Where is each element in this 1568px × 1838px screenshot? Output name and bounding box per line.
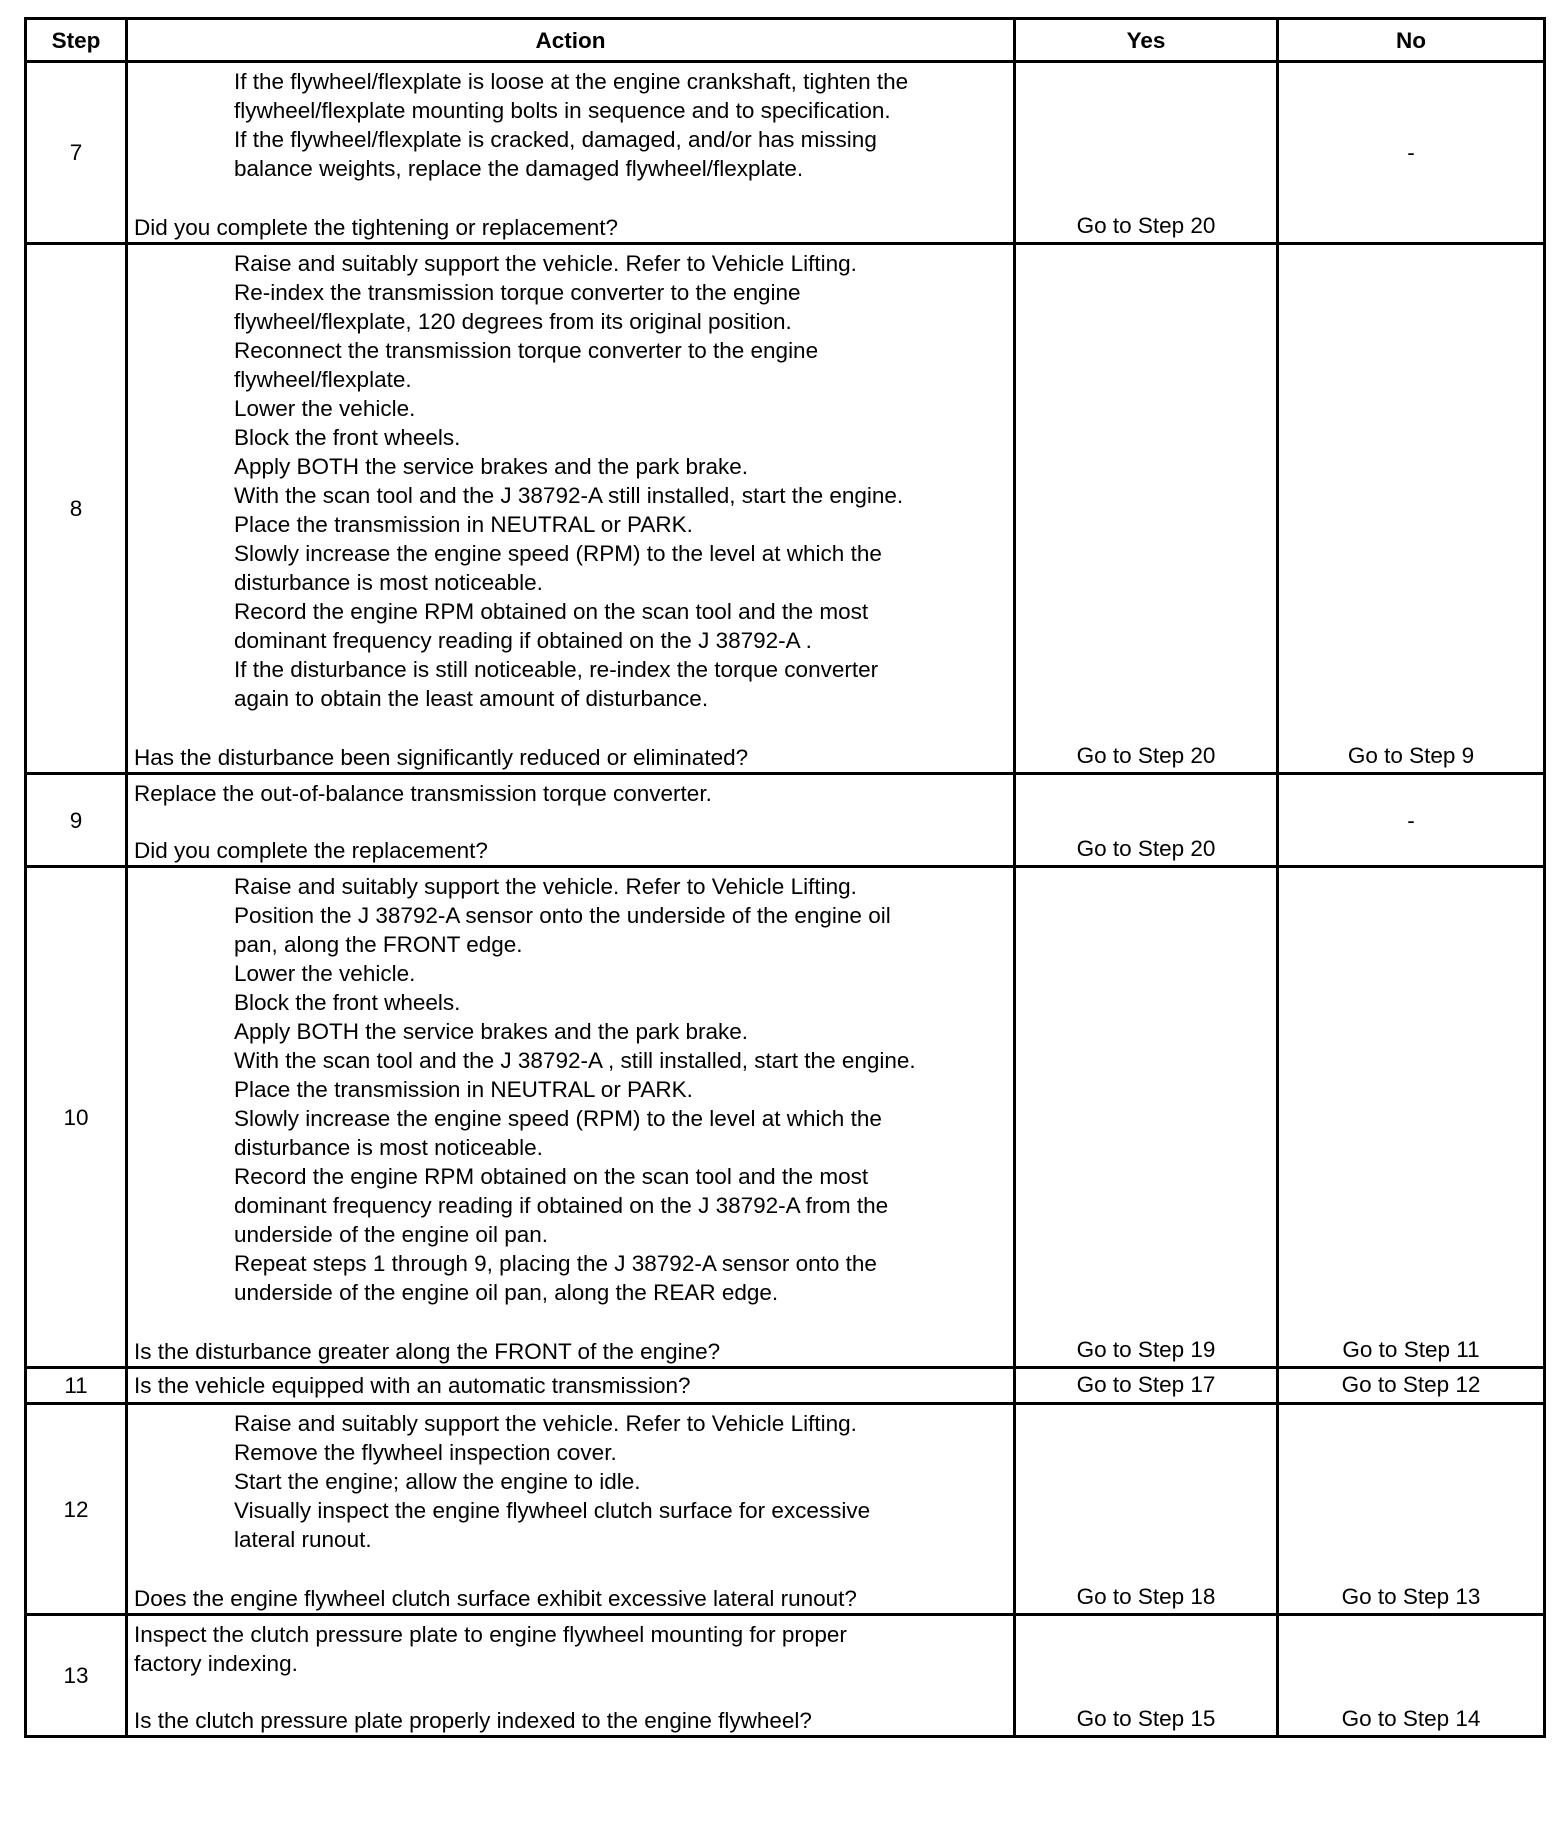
- action-cell: [127, 1404, 1015, 1615]
- action-cell: [127, 244, 1015, 774]
- table-row: [26, 1404, 1545, 1615]
- step-number: 13: [26, 1615, 127, 1737]
- table-row: [26, 62, 1545, 244]
- step-number: 11: [26, 1368, 127, 1404]
- action-cell: [127, 1615, 1015, 1737]
- instruction-line: Position the J 38792-A sensor onto the underside of the engine oil: [234, 903, 891, 928]
- yes-result: Go to Step 17: [1015, 1368, 1278, 1404]
- yes-result: Go to Step 15: [1015, 1615, 1278, 1737]
- instruction-line: flywheel/flexplate, 120 degrees from its original position.: [234, 309, 792, 334]
- header-step: Step: [26, 19, 127, 62]
- no-result: Go to Step 9: [1278, 244, 1545, 774]
- header-row: [26, 19, 1545, 62]
- action-cell: [127, 867, 1015, 1368]
- step-number: 7: [26, 62, 127, 244]
- instruction-line: Record the engine RPM obtained on the scan tool and the most: [234, 599, 869, 624]
- action-instructions: [134, 249, 1005, 713]
- action-instructions: [134, 779, 1005, 808]
- instruction-line: balance weights, replace the damaged flywheel/flexplate.: [234, 156, 804, 181]
- instruction-line: dominant frequency reading if obtained on the J 38792-A from the: [234, 1193, 889, 1218]
- action-question: Is the vehicle equipped with an automatic transmission?: [134, 1373, 691, 1398]
- yes-result: Go to Step 18: [1015, 1404, 1278, 1615]
- no-result: Go to Step 13: [1278, 1404, 1545, 1615]
- instruction-line: dominant frequency reading if obtained on the J 38792-A .: [234, 628, 812, 653]
- header-yes: Yes: [1015, 19, 1278, 62]
- no-result: -: [1278, 774, 1545, 867]
- instruction-line: Apply BOTH the service brakes and the park brake.: [234, 454, 748, 479]
- instruction-line: Place the transmission in NEUTRAL or PARK.: [234, 512, 693, 537]
- instruction-line: If the flywheel/flexplate is loose at the engine crankshaft, tighten the: [234, 69, 909, 94]
- instruction-line: Remove the flywheel inspection cover.: [234, 1440, 617, 1465]
- action-cell: [127, 1368, 1015, 1404]
- instruction-line: Inspect the clutch pressure plate to engine flywheel mounting for proper: [134, 1622, 847, 1647]
- instruction-line: Reconnect the transmission torque converter to the engine: [234, 338, 819, 363]
- instruction-line: factory indexing.: [134, 1651, 298, 1676]
- instruction-line: Block the front wheels.: [234, 990, 461, 1015]
- instruction-line: Replace the out-of-balance transmission torque converter.: [134, 781, 712, 806]
- no-result: Go to Step 14: [1278, 1615, 1545, 1737]
- instruction-line: Block the front wheels.: [234, 425, 461, 450]
- instruction-line: underside of the engine oil pan.: [234, 1222, 548, 1247]
- yes-result: Go to Step 20: [1015, 62, 1278, 244]
- instruction-line: Repeat steps 1 through 9, placing the J 38792-A sensor onto the: [234, 1251, 877, 1276]
- instruction-line: Apply BOTH the service brakes and the park brake.: [234, 1019, 748, 1044]
- yes-result: Go to Step 20: [1015, 774, 1278, 867]
- instruction-line: Record the engine RPM obtained on the scan tool and the most: [234, 1164, 869, 1189]
- instruction-line: flywheel/flexplate.: [234, 367, 412, 392]
- action-question: Did you complete the replacement?: [134, 838, 488, 863]
- instruction-line: With the scan tool and the J 38792-A still installed, start the engine.: [234, 483, 904, 508]
- step-number: 12: [26, 1404, 127, 1615]
- instruction-line: Raise and suitably support the vehicle. Refer to Vehicle Lifting.: [234, 1411, 857, 1436]
- action-question: Is the clutch pressure plate properly indexed to the engine flywheel?: [134, 1708, 812, 1733]
- instruction-line: underside of the engine oil pan, along the REAR edge.: [234, 1280, 779, 1305]
- no-result: Go to Step 11: [1278, 867, 1545, 1368]
- instruction-line: Raise and suitably support the vehicle. Refer to Vehicle Lifting.: [234, 874, 857, 899]
- table-row: [26, 867, 1545, 1368]
- table-row: [26, 1615, 1545, 1737]
- action-question: Is the disturbance greater along the FRONT of the engine?: [134, 1339, 721, 1364]
- header-action: Action: [127, 19, 1015, 62]
- action-instructions: [134, 872, 1005, 1307]
- table-row: [26, 1368, 1545, 1404]
- instruction-line: Re-index the transmission torque converter to the engine: [234, 280, 801, 305]
- instruction-line: If the disturbance is still noticeable, re-index the torque converter: [234, 657, 879, 682]
- instruction-line: Start the engine; allow the engine to idle.: [234, 1469, 641, 1494]
- no-result: -: [1278, 62, 1545, 244]
- instruction-line: lateral runout.: [234, 1527, 372, 1552]
- instruction-line: disturbance is most noticeable.: [234, 1135, 543, 1160]
- instruction-line: Slowly increase the engine speed (RPM) to the level at which the: [234, 541, 882, 566]
- yes-result: Go to Step 19: [1015, 867, 1278, 1368]
- instruction-line: again to obtain the least amount of disturbance.: [234, 686, 709, 711]
- action-question: Does the engine flywheel clutch surface exhibit excessive lateral runout?: [134, 1586, 857, 1611]
- instruction-line: Lower the vehicle.: [234, 396, 416, 421]
- instruction-line: Visually inspect the engine flywheel clutch surface for excessive: [234, 1498, 871, 1523]
- step-number: 9: [26, 774, 127, 867]
- action-cell: [127, 62, 1015, 244]
- instruction-line: Raise and suitably support the vehicle. Refer to Vehicle Lifting.: [234, 251, 857, 276]
- action-cell: [127, 774, 1015, 867]
- instruction-line: With the scan tool and the J 38792-A , still installed, start the engine.: [234, 1048, 916, 1073]
- instruction-line: pan, along the FRONT edge.: [234, 932, 523, 957]
- step-number: 10: [26, 867, 127, 1368]
- yes-result: Go to Step 20: [1015, 244, 1278, 774]
- instruction-line: Slowly increase the engine speed (RPM) to the level at which the: [234, 1106, 882, 1131]
- action-instructions: [134, 67, 1005, 183]
- instruction-line: disturbance is most noticeable.: [234, 570, 543, 595]
- diagnostic-table: [24, 17, 1546, 1738]
- instruction-line: Lower the vehicle.: [234, 961, 416, 986]
- instruction-line: If the flywheel/flexplate is cracked, damaged, and/or has missing: [234, 127, 877, 152]
- step-number: 8: [26, 244, 127, 774]
- action-instructions: [134, 1409, 1005, 1554]
- action-instructions: [134, 1620, 1005, 1678]
- action-question: Has the disturbance been significantly reduced or eliminated?: [134, 745, 749, 770]
- action-question: Did you complete the tightening or replacement?: [134, 215, 619, 240]
- table-row: [26, 774, 1545, 867]
- instruction-line: flywheel/flexplate mounting bolts in sequence and to specification.: [234, 98, 891, 123]
- header-no: No: [1278, 19, 1545, 62]
- no-result: Go to Step 12: [1278, 1368, 1545, 1404]
- instruction-line: Place the transmission in NEUTRAL or PARK.: [234, 1077, 693, 1102]
- table-row: [26, 244, 1545, 774]
